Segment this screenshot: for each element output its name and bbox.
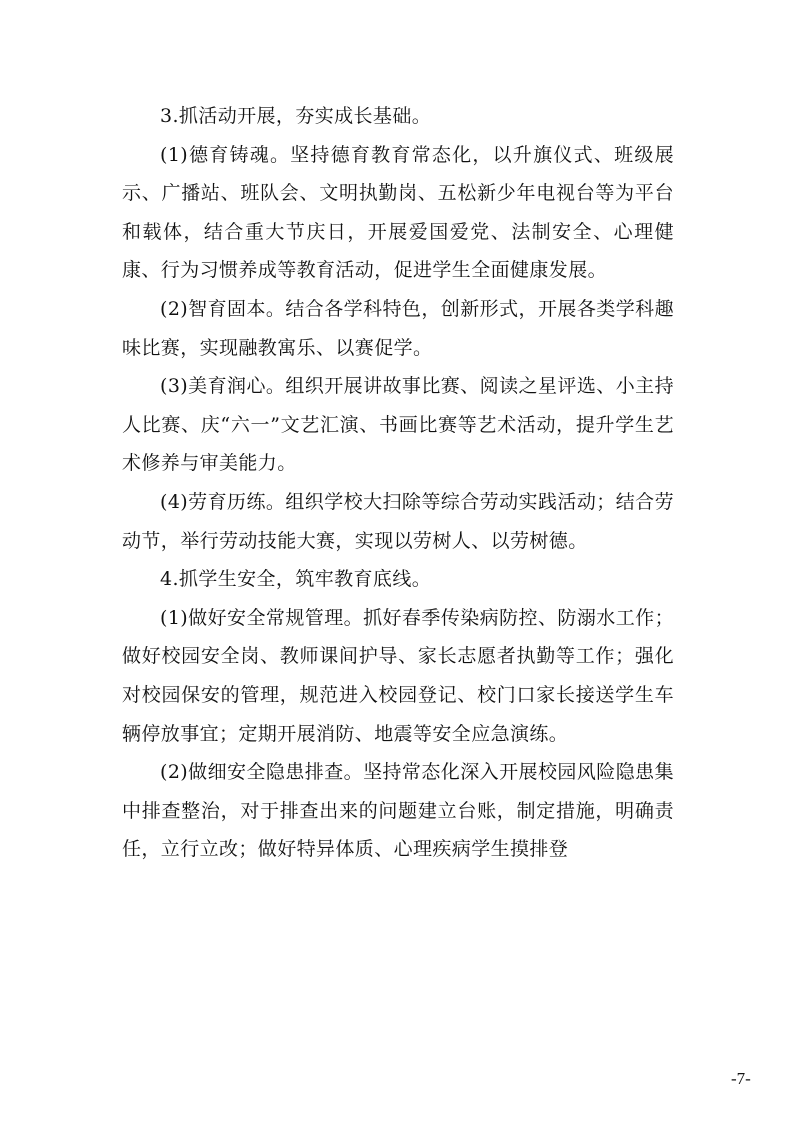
document-body: [122, 97, 674, 869]
paragraph-intellectual-education: (2)智育固本。结合各学科特色，创新形式，开展各类学科趣味比赛，实现融教寓乐、以赛促学。: [122, 297, 674, 359]
paragraph-moral-education: (1)德育铸魂。坚持德育教育常态化，以升旗仪式、班级展示、广播站、班队会、文明执勤岗、五松新少年电视台等为平台和载体，结合重大节庆日，开展爱国爱党、法制安全、心理健康、行为习惯养成等教育活动，促进学生全面健康发展。: [122, 143, 674, 282]
page-number: -7-: [731, 1069, 751, 1088]
paragraph-safety-management: (1)做好安全常规管理。抓好春季传染病防控、防溺水工作；做好校园安全岗、教师课间护导、家长志愿者执勤等工作；强化对校园保安的管理，规范进入校园登记、校门口家长接送学生车辆停放事宜；定期开展消防、地震等安全应急演练。: [122, 606, 674, 745]
paragraph-labor-education: (4)劳育历练。组织学校大扫除等综合劳动实践活动；结合劳动节，举行劳动技能大赛，实现以劳树人、以劳树德。: [122, 490, 674, 552]
section-heading-safety: 4.抓学生安全，筑牢教育底线。: [160, 568, 432, 591]
section-heading-activities: 3.抓活动开展，夯实成长基础。: [160, 105, 432, 127]
paragraph-hazard-inspection: (2)做细安全隐患排查。坚持常态化深入开展校园风险隐患集中排查整治，对于排查出来的问题建立台账，制定措施，明确责任，立行立改；做好特异体质、心理疾病学生摸排登: [122, 761, 674, 861]
paragraph-aesthetic-education: (3)美育润心。组织开展讲故事比赛、阅读之星评选、小主持人比赛、庆“六一”文艺汇演、书画比赛等艺术活动，提升学生艺术修养与审美能力。: [122, 375, 674, 475]
